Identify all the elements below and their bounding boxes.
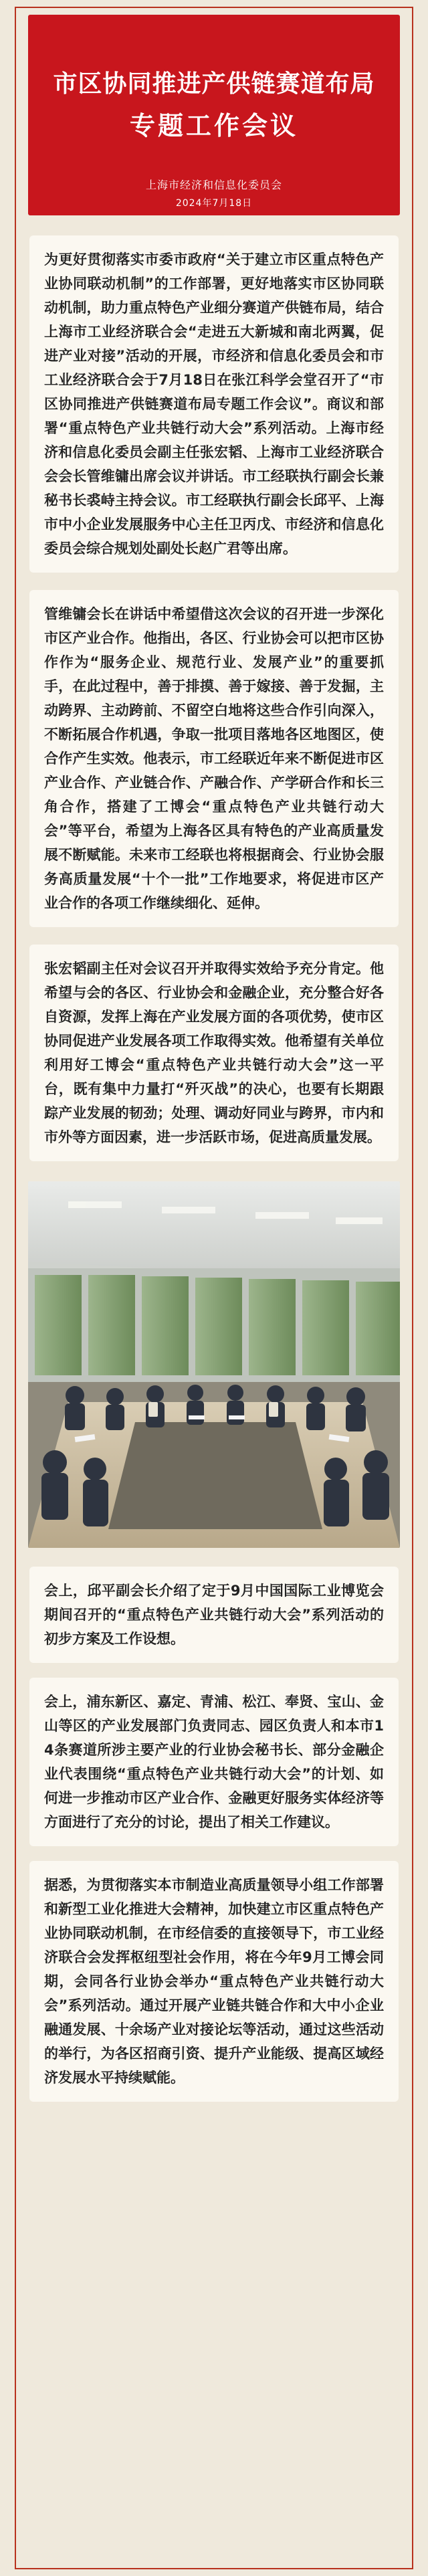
meeting-room-photo <box>28 1181 400 1548</box>
paragraph-zhang-speech: 张宏韬副主任对会议召开并取得实效给予充分肯定。他希望与会的各区、行业协会和金融企业，充分整合好各自资源，发挥上海在产业发展方面的各项优势，使市区协同促进产业发展各项工作取得实效。他希望有关单位利用好工博会“重点特色产业共链行动大会”这一平台，既有集中力量打“歼灭战”的决心，也要有长期跟踪产业发展的韧劲；处理、调动好同业与跨界，市内和市外等方面因素，进一步活跃市场，促进高质量发展。 <box>29 945 399 1161</box>
paragraph-districts-discussion: 会上，浦东新区、嘉定、青浦、松江、奉贤、宝山、金山等区的产业发展部门负责同志、园区负责人和本市14条赛道所涉主要产业的行业协会秘书长、部分金融企业代表围绕“重点特色产业共链行动大会”的计划、如何进一步推动市区产业合作、金融更好服务实体经济等方面进行了充分的讨论，提出了相关工作建议。 <box>29 1678 399 1846</box>
paragraph-summary: 据悉，为贯彻落实本市制造业高质量领导小组工作部署和新型工业化推进大会精神，加快建立市区重点特色产业协同联动机制，在市经信委的直接领导下，市工业经济联合会发挥枢纽型社会作用，将在今年9月工博会同期，会同各行业协会举办“重点特色产业共链行动大会”系列活动。通过开展产业链共链合作和大中小企业融通发展、十余场产业对接论坛等活动，通过这些活动的举行，为各区招商引资、提升产业能级、提高区域经济发展水平持续赋能。 <box>29 1861 399 2102</box>
banner-date: 2024年7月18日 <box>175 198 253 209</box>
paragraph-qiu-introduction: 会上，邱平副会长介绍了定于9月中国国际工业博览会期间召开的“重点特色产业共链行动大会”系列活动的初步方案及工作设想。 <box>29 1567 399 1663</box>
paragraph-intro: 为更好贯彻落实市委市政府“关于建立市区重点特色产业协同联动机制”的工作部署，更好地落实市区协同联动机制，助力重点特色产业细分赛道产供链布局，结合上海市工业经济联合会“走进五大新城和南北两翼，促进产业对接”活动的开展，市经济和信息化委员会和市工业经济联合会于7月18日在张江科学会堂召开了“市区协同推进产供链赛道布局专题工作会议”。商议和部署“重点特色产业共链行动大会”系列活动。上海市经济和信息化委员会副主任张宏韬、上海市工业经济联合会会长管维镛出席会议并讲话。市工经联执行副会长兼秘书长裘峙主持会议。市工经联执行副会长邱平、上海市中小企业发展服务中心主任卫丙戊、市经济和信息化委员会综合规划处副处长赵广君等出席。 <box>29 235 399 573</box>
banner-subtitle: 专题工作会议 <box>129 111 298 140</box>
banner-organization: 上海市经济和信息化委员会 <box>145 179 282 191</box>
paragraph-guan-speech: 管维镛会长在讲话中希望借这次会议的召开进一步深化市区产业合作。他指出，各区、行业协会可以把市区协作作为“服务企业、规范行业、发展产业”的重要抓手，在此过程中，善于排摸、善于嫁接、善于发掘，主动跨界、主动跨前、不留空白地将这些合作引向深入，不断拓展合作机遇，争取一批项目落地各区地图区，使合作产生实效。他表示，市工经联近年来不断促进市区产业合作、产业链合作、产融合作、产学研合作和长三角合作，搭建了工博会“重点特色产业共链行动大会”等平台，希望为上海各区具有特色的产业高质量发展不断赋能。未来市工经联也将根据商会、行业协会服务高质量发展“十个一批”工作地要求，将促进市区产业合作的各项工作继续细化、延伸。 <box>29 590 399 927</box>
header-banner <box>28 15 400 215</box>
banner-title: 市区协同推进产供链赛道布局 <box>53 70 375 98</box>
